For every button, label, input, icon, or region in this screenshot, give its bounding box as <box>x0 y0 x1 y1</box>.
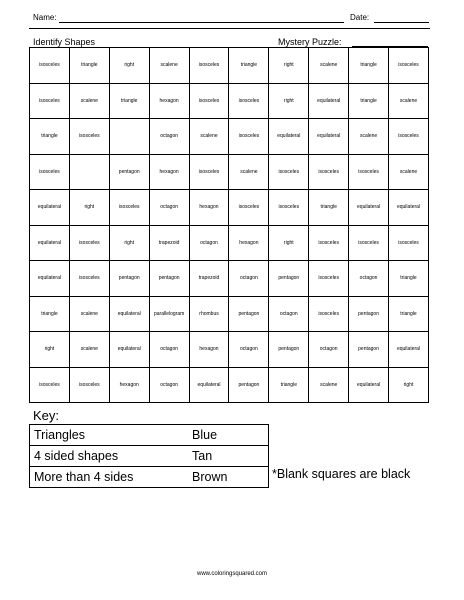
grid-cell[interactable]: isosceles <box>69 261 109 297</box>
grid-cell[interactable]: isosceles <box>229 190 269 226</box>
grid-cell[interactable]: octagon <box>229 332 269 368</box>
grid-cell[interactable]: octagon <box>149 367 189 403</box>
grid-row <box>30 190 429 226</box>
blank-squares-note: *Blank squares are black <box>272 467 411 481</box>
grid-cell[interactable]: octagon <box>349 261 389 297</box>
grid-cell[interactable]: isosceles <box>189 154 229 190</box>
key-row <box>30 425 269 446</box>
grid-cell[interactable]: triangle <box>389 296 429 332</box>
grid-cell[interactable]: pentagon <box>109 154 149 190</box>
grid-cell[interactable]: triangle <box>349 48 389 84</box>
grid-cell[interactable]: parallelogram <box>149 296 189 332</box>
grid-cell[interactable]: scalene <box>309 48 349 84</box>
grid-cell[interactable]: equilateral <box>389 190 429 226</box>
grid-cell[interactable]: isosceles <box>309 261 349 297</box>
grid-cell[interactable]: octagon <box>149 190 189 226</box>
grid-cell[interactable]: triangle <box>269 367 309 403</box>
grid-cell[interactable]: equilateral <box>269 119 309 155</box>
grid-cell[interactable]: pentagon <box>269 332 309 368</box>
grid-cell[interactable]: right <box>69 190 109 226</box>
footer-url: www.coloringsquared.com <box>196 571 268 577</box>
grid-cell[interactable]: isosceles <box>389 48 429 84</box>
grid-cell[interactable]: pentagon <box>349 296 389 332</box>
grid-cell[interactable]: hexagon <box>189 332 229 368</box>
grid-cell[interactable]: isosceles <box>30 367 70 403</box>
grid-cell[interactable]: equilateral <box>349 367 389 403</box>
grid-cell[interactable]: isosceles <box>30 48 70 84</box>
key-label: 4 sided shapes <box>30 446 189 467</box>
grid-cell[interactable]: scalene <box>189 119 229 155</box>
grid-cell[interactable]: triangle <box>229 48 269 84</box>
grid-cell[interactable]: pentagon <box>349 332 389 368</box>
grid-cell[interactable]: scalene <box>69 332 109 368</box>
grid-cell[interactable]: equilateral <box>309 83 349 119</box>
grid-cell[interactable]: pentagon <box>149 261 189 297</box>
grid-cell[interactable]: isosceles <box>109 190 149 226</box>
grid-cell[interactable]: isosceles <box>269 154 309 190</box>
grid-cell[interactable]: equilateral <box>109 332 149 368</box>
header-divider <box>29 28 430 29</box>
grid-cell[interactable]: isosceles <box>30 83 70 119</box>
grid-cell[interactable]: triangle <box>30 119 70 155</box>
grid-cell[interactable]: isosceles <box>69 119 109 155</box>
grid-cell[interactable]: isosceles <box>189 48 229 84</box>
key-color: Tan <box>188 446 269 467</box>
key-label: Triangles <box>30 425 189 446</box>
grid-cell[interactable]: scalene <box>69 296 109 332</box>
grid-cell[interactable]: equilateral <box>349 190 389 226</box>
grid-cell[interactable]: triangle <box>30 296 70 332</box>
grid-cell[interactable]: pentagon <box>269 261 309 297</box>
grid-row <box>30 119 429 155</box>
grid-cell[interactable]: triangle <box>309 190 349 226</box>
grid-cell[interactable]: isosceles <box>69 367 109 403</box>
name-label: Name: <box>33 13 57 22</box>
grid-cell[interactable]: right <box>389 367 429 403</box>
grid-cell[interactable]: rhombus <box>189 296 229 332</box>
grid-cell[interactable]: isosceles <box>189 83 229 119</box>
grid-cell[interactable]: isosceles <box>229 83 269 119</box>
grid-cell[interactable]: isosceles <box>229 119 269 155</box>
grid-cell[interactable]: octagon <box>229 261 269 297</box>
grid-cell[interactable]: equilateral <box>189 367 229 403</box>
grid-cell[interactable]: hexagon <box>229 225 269 261</box>
grid-cell[interactable]: triangle <box>69 48 109 84</box>
grid-cell[interactable]: triangle <box>389 261 429 297</box>
name-field[interactable] <box>59 22 344 23</box>
grid-cell[interactable]: triangle <box>349 83 389 119</box>
grid-cell[interactable]: isosceles <box>309 225 349 261</box>
grid-cell[interactable]: right <box>269 48 309 84</box>
shape-grid <box>29 47 429 403</box>
grid-cell[interactable]: hexagon <box>189 190 229 226</box>
grid-cell[interactable]: hexagon <box>109 367 149 403</box>
grid-cell[interactable]: triangle <box>109 83 149 119</box>
grid-cell[interactable]: pentagon <box>109 261 149 297</box>
grid-cell[interactable]: octagon <box>189 225 229 261</box>
name-date-header <box>29 10 429 26</box>
grid-cell[interactable]: isosceles <box>309 296 349 332</box>
grid-cell[interactable]: pentagon <box>229 296 269 332</box>
grid-cell[interactable]: equilateral <box>389 332 429 368</box>
grid-cell[interactable]: equilateral <box>30 190 70 226</box>
grid-cell[interactable]: scalene <box>389 154 429 190</box>
grid-row <box>30 332 429 368</box>
grid-cell[interactable] <box>69 154 109 190</box>
grid-row <box>30 261 429 297</box>
grid-row <box>30 48 429 84</box>
grid-row <box>30 225 429 261</box>
mystery-puzzle-label: Mystery Puzzle: <box>278 37 342 47</box>
key-color: Blue <box>188 425 269 446</box>
worksheet-title: Identify Shapes <box>33 37 96 47</box>
key-row <box>30 446 269 467</box>
grid-cell[interactable]: right <box>269 225 309 261</box>
grid-cell[interactable]: isosceles <box>389 225 429 261</box>
grid-row <box>30 367 429 403</box>
key-label: More than 4 sides <box>30 467 189 488</box>
grid-cell[interactable]: isosceles <box>30 154 70 190</box>
grid-cell[interactable] <box>109 119 149 155</box>
key-title: Key: <box>33 408 60 423</box>
grid-cell[interactable]: trapezoid <box>189 261 229 297</box>
grid-cell[interactable]: isosceles <box>269 190 309 226</box>
grid-cell[interactable]: octagon <box>309 332 349 368</box>
grid-row <box>30 83 429 119</box>
grid-cell[interactable]: scalene <box>309 367 349 403</box>
date-field[interactable] <box>374 22 429 23</box>
color-key-table <box>29 424 269 488</box>
grid-cell[interactable]: scalene <box>389 83 429 119</box>
grid-cell[interactable]: octagon <box>149 119 189 155</box>
grid-cell[interactable]: equilateral <box>30 261 70 297</box>
grid-row <box>30 296 429 332</box>
grid-cell[interactable]: pentagon <box>229 367 269 403</box>
grid-cell[interactable]: scalene <box>69 83 109 119</box>
date-label: Date: <box>350 13 370 22</box>
key-row <box>30 467 269 488</box>
grid-cell[interactable]: trapezoid <box>149 225 189 261</box>
grid-cell[interactable]: equilateral <box>109 296 149 332</box>
grid-cell[interactable]: isosceles <box>349 225 389 261</box>
grid-cell[interactable]: hexagon <box>149 154 189 190</box>
grid-cell[interactable]: scalene <box>349 119 389 155</box>
key-color: Brown <box>188 467 269 488</box>
grid-cell[interactable]: isosceles <box>349 154 389 190</box>
grid-cell[interactable]: hexagon <box>149 83 189 119</box>
grid-cell[interactable]: octagon <box>149 332 189 368</box>
grid-cell[interactable]: scalene <box>149 48 189 84</box>
grid-cell[interactable]: octagon <box>269 296 309 332</box>
grid-cell[interactable]: right <box>109 225 149 261</box>
grid-cell[interactable]: right <box>109 48 149 84</box>
grid-cell[interactable]: isosceles <box>69 225 109 261</box>
grid-cell[interactable]: equilateral <box>309 119 349 155</box>
grid-cell[interactable]: scalene <box>229 154 269 190</box>
grid-cell[interactable]: isosceles <box>309 154 349 190</box>
grid-row <box>30 154 429 190</box>
grid-cell[interactable]: right <box>30 332 70 368</box>
grid-cell[interactable]: equilateral <box>30 225 70 261</box>
grid-cell[interactable]: right <box>269 83 309 119</box>
grid-cell[interactable]: isosceles <box>389 119 429 155</box>
